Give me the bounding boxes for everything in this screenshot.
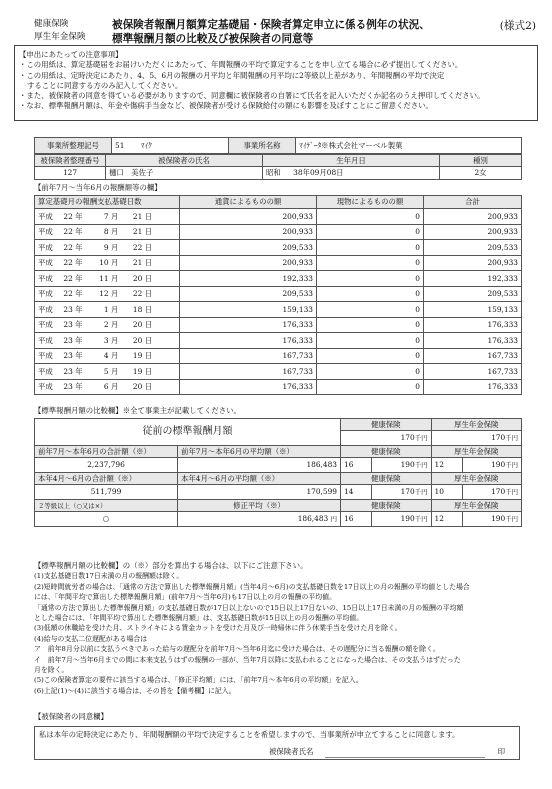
wage-total: 209,533 (424, 240, 522, 256)
wage-kind: 0 (317, 333, 424, 349)
col-cash-header: 通貨によるものの額 (180, 196, 317, 209)
wage-year: 22 (63, 227, 73, 237)
year-suffix: 年 (75, 211, 83, 221)
prev-pension (431, 431, 522, 446)
annual-pension-grade: 12 (431, 458, 462, 473)
day-suffix: 日 (144, 289, 153, 299)
document-title (112, 18, 430, 46)
quarter-avg: 170,599 (178, 485, 341, 500)
wage-month: 8 (103, 227, 109, 237)
wage-kind: 0 (317, 302, 424, 318)
rule-line: ア 前年8月分以前に支払うべきであった給与の遅配分を前年7月～当年6月迄に受けた場合は、その遅配分に当る報酬の額を除く。 (34, 645, 440, 654)
standard-heading: 【標準報酬月額の比較欄】※全て事業主が記載してください。 (34, 406, 241, 415)
title-line-2: 標準報酬月額の比較及び被保険者の同意等 (112, 33, 314, 45)
year-suffix: 年 (75, 242, 83, 252)
wage-month-cell (35, 240, 180, 256)
notes-line: することに同意する方のみ記入してください。 (27, 80, 183, 90)
notes-line: ・また、被保険者の同意を得ている必要がありますので、同意欄に被保険者の自署にて氏名を記入いただくか記名のうえ押印してください。 (19, 91, 485, 100)
rule-line: イ 前年7月～当年6月までの間に本来支払うはずの報酬の一部が、当年7月以降に支払われることになった場合は、その支払うはずだった (34, 655, 461, 664)
year-suffix: 年 (75, 351, 83, 361)
wages-table (34, 195, 522, 395)
wage-month-cell (35, 255, 180, 271)
quarter-health-amt: 170 (400, 487, 415, 497)
dob-label: 生年月日 (263, 155, 440, 167)
annual-sum: 2,237,796 (35, 458, 178, 473)
wage-kind: 0 (317, 271, 424, 287)
quarter-sum-label: 本年4月～6月の合計額（※） (35, 473, 178, 485)
wage-days: 20 (132, 382, 143, 392)
wage-total: 200,933 (424, 209, 522, 225)
wage-kind: 0 (317, 317, 424, 333)
day-suffix: 日 (144, 227, 153, 237)
wage-month-cell (35, 364, 180, 380)
rule-line: (6)上記(1)～(4)に該当する場合は、その旨を【備考欄】に記入。 (34, 686, 236, 695)
wage-total: 200,933 (424, 255, 522, 271)
wage-days: 19 (132, 351, 143, 361)
signature-line[interactable] (325, 757, 485, 758)
wage-year: 23 (63, 320, 73, 330)
fixed-pension-cell (462, 512, 522, 527)
wage-row (35, 379, 522, 395)
insurance-type-labels (34, 18, 86, 44)
prev-health-amt: 170 (400, 433, 415, 443)
quarter-pension-grade: 10 (431, 485, 462, 500)
dob-cell (263, 167, 440, 180)
month-suffix: 月 (110, 320, 119, 330)
wage-kind: 0 (317, 240, 424, 256)
unit-label: 千円 (505, 461, 518, 470)
month-suffix: 月 (110, 351, 119, 361)
fixed-pension-amt: 190 (491, 514, 506, 524)
wage-month: 5 (103, 366, 109, 376)
unit-label: 千円 (505, 515, 518, 524)
wage-row (35, 209, 522, 225)
unit-label: 千円 (414, 515, 428, 524)
sign-label: 被保険者氏名 (269, 747, 314, 756)
health-header: 健康保険 (341, 446, 432, 458)
wage-cash: 200,933 (180, 209, 317, 225)
wage-month-cell (35, 302, 180, 318)
notes-line: ・なお、標準報酬月額は、年金や傷病手当金など、被保険者が受ける保険給付の額にも影響を及ぼすことにご留意ください。 (19, 101, 433, 111)
wage-month: 3 (103, 335, 109, 345)
prev-pension-amt: 170 (491, 433, 506, 443)
notes-box (14, 45, 538, 121)
fixed-avg: 186,483 (297, 514, 329, 524)
wage-row (35, 333, 522, 349)
wage-month: 2 (103, 320, 109, 330)
health-header: 健康保険 (341, 500, 432, 512)
wage-era: 平成 (38, 335, 53, 345)
wage-era: 平成 (38, 351, 53, 361)
day-suffix: 日 (144, 366, 153, 376)
wage-total: 176,333 (424, 379, 522, 395)
col-kind-header: 現物によるものの額 (317, 196, 424, 209)
wage-row (35, 317, 522, 333)
rule-line: 月を除く。 (34, 666, 69, 675)
year-suffix: 年 (75, 227, 83, 237)
wage-era: 平成 (38, 273, 53, 283)
wage-total: 209,533 (424, 286, 522, 302)
wage-year: 23 (63, 366, 73, 376)
wage-total: 176,333 (424, 333, 522, 349)
month-suffix: 月 (110, 366, 119, 376)
wage-month: 1 (103, 304, 109, 314)
wage-days: 21 (132, 258, 143, 268)
yen-label: 円 (330, 515, 337, 524)
pension-header: 厚生年金保険 (431, 419, 522, 431)
annual-health-grade: 16 (341, 458, 372, 473)
wage-cash: 167,733 (180, 364, 317, 380)
wage-year: 22 (63, 258, 73, 268)
wage-era: 平成 (38, 227, 53, 237)
wage-month-cell (35, 286, 180, 302)
wage-total: 176,333 (424, 317, 522, 333)
wage-year: 22 (63, 211, 73, 221)
pension-header: 厚生年金保険 (431, 500, 522, 512)
wage-year: 22 (63, 242, 73, 252)
wage-days: 21 (132, 227, 143, 237)
wage-row (35, 348, 522, 364)
month-suffix: 月 (110, 289, 119, 299)
day-suffix: 日 (144, 320, 153, 330)
quarter-avg-label: 本年4月～6月の平均額（※） (178, 473, 341, 485)
wage-month: 4 (103, 351, 109, 361)
wage-cash: 200,933 (180, 224, 317, 240)
wage-era: 平成 (38, 289, 53, 299)
insured-type: 2女 (440, 167, 522, 180)
day-suffix: 日 (144, 242, 153, 252)
wage-month-cell (35, 224, 180, 240)
wage-days: 22 (132, 289, 143, 299)
wage-era: 平成 (38, 242, 53, 252)
wage-month-cell (35, 379, 180, 395)
wage-cash: 200,933 (180, 255, 317, 271)
unit-label: 千円 (414, 488, 428, 497)
wage-year: 23 (63, 351, 73, 361)
wage-kind: 0 (317, 379, 424, 395)
rule-line: (5)この保険者算定の要件に該当する場合は、「修正平均額」には、「前年7月～本年6月の平均額」を記入。 (34, 676, 363, 685)
wage-year: 23 (63, 304, 73, 314)
rule-line: (4)給与の支払二位遅配がある場合は (34, 634, 148, 643)
quarter-health-cell (372, 485, 432, 500)
wage-kind: 0 (317, 224, 424, 240)
fixed-health-grade: 16 (341, 512, 372, 527)
year-suffix: 年 (75, 258, 83, 268)
pension-insurance-label: 厚生年金保険 (34, 32, 86, 42)
wage-cash: 209,533 (180, 240, 317, 256)
wage-month-cell (35, 333, 180, 349)
wage-cash: 159,133 (180, 302, 317, 318)
rule-line: とした場合には、「年間平均で算出した標準報酬月額」は、支払基礎日数が15日以上の月の報酬の平均値。 (34, 614, 364, 623)
wage-total: 167,733 (424, 348, 522, 364)
wage-month: 7 (103, 211, 109, 221)
wage-cash: 192,333 (180, 271, 317, 287)
grade-diff-label: ２等級以上（○又は×） (35, 500, 178, 512)
health-header: 健康保険 (341, 473, 432, 485)
rule-line: (1)支払基礎日数17日未満の月の報酬額は除く。 (34, 572, 184, 581)
wage-days: 21 (132, 211, 143, 221)
insured-name-label: 被保険者の氏名 (106, 155, 263, 167)
wage-month: 12 (99, 289, 109, 299)
employer-code: 51 (115, 140, 125, 150)
wage-total: 159,133 (424, 302, 522, 318)
month-suffix: 月 (110, 211, 119, 221)
col-total-header: 合計 (424, 196, 522, 209)
wage-kind: 0 (317, 348, 424, 364)
wage-kind: 0 (317, 286, 424, 302)
wage-month: 6 (103, 382, 109, 392)
year-suffix: 年 (75, 382, 83, 392)
insured-no-label: 被保険者整理番号 (35, 155, 106, 167)
quarter-health-grade: 14 (341, 485, 372, 500)
unit-label: 千円 (414, 461, 428, 470)
grade-diff-mark: ○ (35, 512, 178, 527)
wage-cash: 176,333 (180, 379, 317, 395)
month-suffix: 月 (110, 242, 119, 252)
employer-name: ﾏｲﾃﾞｰﾀ※株式会社マーベル製菓 (296, 138, 522, 154)
rule-line: には、「年間平均で算出した標準報酬月額」(前年7月～当年6月)も17日以上の月の報酬の平均値。 (34, 593, 336, 602)
wage-row (35, 271, 522, 287)
wage-month-cell (35, 209, 180, 225)
wage-days: 19 (132, 366, 143, 376)
wage-month: 10 (99, 258, 109, 268)
day-suffix: 日 (144, 351, 153, 361)
consent-text: 私は本年の定時決定にあたり、年間報酬額の平均で決定することを希望しますので、当事業所が申立てすることに同意します。 (39, 730, 460, 739)
form-number: (様式2) (499, 20, 536, 32)
rules-heading: 【標準報酬月額の比較欄】の（※）部分を算出する場合は、以下にご注意下さい。 (34, 561, 308, 570)
wage-days: 20 (132, 335, 143, 345)
wage-total: 200,933 (424, 224, 522, 240)
employer-code-label: 事業所整理記号 (35, 138, 112, 154)
wage-row (35, 286, 522, 302)
wage-row (35, 302, 522, 318)
wage-era: 平成 (38, 304, 53, 314)
annual-health-amt: 190 (400, 460, 415, 470)
day-suffix: 日 (144, 382, 153, 392)
annual-health-cell (372, 458, 432, 473)
wages-heading: 【前年7月～当年6月の報酬額等の欄】 (34, 183, 162, 192)
notes-line: ・この用紙は、定時決定にあたり、4、5、6月の報酬の月平均と年間報酬の月平均に2等級以上差があり、年間報酬の平均で決定 (19, 70, 445, 80)
wage-month: 11 (99, 273, 109, 283)
wage-era: 平成 (38, 211, 53, 221)
wage-month: 9 (103, 242, 109, 252)
health-insurance-label: 健康保険 (34, 19, 69, 29)
wage-month-cell (35, 271, 180, 287)
rule-line: 「通常の方法で算出した標準報酬月額」の支払基礎日数が17日以上ないので15日以上17日ないの、15日以上17日未満の月の報酬の平均額 (34, 603, 464, 612)
insured-table (34, 154, 522, 180)
prev-standard-label: 従前の標準報酬月額 (35, 419, 341, 446)
quarter-pension-cell (462, 485, 522, 500)
wage-month-cell (35, 317, 180, 333)
fixed-health-cell (372, 512, 432, 527)
health-header: 健康保険 (341, 419, 432, 431)
month-suffix: 月 (110, 227, 119, 237)
annual-pension-cell (462, 458, 522, 473)
insured-name: 樋口 美佐子 (106, 167, 263, 180)
wage-days: 20 (132, 320, 143, 330)
year-suffix: 年 (75, 335, 83, 345)
rule-line: (2)短時間就労者の場合は、「通常の方法で算出した標準報酬月額」(当年4月～6月)の支払基礎日数を17日以上の月の報酬の平均値とした場合 (34, 582, 470, 591)
unit-label: 千円 (414, 434, 428, 443)
wage-month-cell (35, 348, 180, 364)
rules-section (34, 561, 534, 696)
year-suffix: 年 (75, 273, 83, 283)
fixed-pension-grade: 12 (431, 512, 462, 527)
wage-days: 22 (132, 242, 143, 252)
wage-kind: 0 (317, 209, 424, 225)
consent-heading: 【被保険者の同意欄】 (34, 712, 108, 721)
pension-header: 厚生年金保険 (431, 446, 522, 458)
quarter-pension-amt: 170 (491, 487, 506, 497)
dob: 38年09月08日 (293, 168, 344, 178)
day-suffix: 日 (144, 273, 153, 283)
wage-era: 平成 (38, 366, 53, 376)
year-suffix: 年 (75, 304, 83, 314)
month-suffix: 月 (110, 304, 119, 314)
insured-no: 127 (35, 167, 106, 180)
wage-cash: 209,533 (180, 286, 317, 302)
day-suffix: 日 (144, 211, 153, 221)
wage-year: 22 (63, 273, 73, 283)
month-suffix: 月 (110, 258, 119, 268)
annual-avg-label: 前年7月～本年6月の平均額（※） (178, 446, 341, 458)
employer-table (34, 137, 522, 154)
month-suffix: 月 (110, 382, 119, 392)
wage-row (35, 224, 522, 240)
employer-name-label: 事業所名称 (229, 138, 296, 154)
day-suffix: 日 (144, 335, 153, 345)
wage-year: 23 (63, 335, 73, 345)
month-suffix: 月 (110, 273, 119, 283)
fixed-avg-label: 修正平均（※） (178, 500, 341, 512)
consent-box (34, 726, 520, 760)
wage-total: 167,733 (424, 364, 522, 380)
day-suffix: 日 (144, 258, 153, 268)
standard-table (34, 418, 522, 527)
wage-era: 平成 (38, 258, 53, 268)
wage-row (35, 364, 522, 380)
employer-code-cell (112, 138, 229, 154)
annual-sum-label: 前年7月～本年6月の合計額（※） (35, 446, 178, 458)
wage-total: 192,333 (424, 271, 522, 287)
wage-cash: 176,333 (180, 333, 317, 349)
rule-line: (3)低額の休職給を受けた月、ストライキによる賃金カットを受けた月及び一時帰休に伴う休業手当を受けた月を除く。 (34, 624, 402, 633)
annual-avg: 186,483 (178, 458, 341, 473)
title-line-1: 被保険者報酬月額算定基礎届・保険者算定申立に係る例年の状況、 (112, 19, 430, 31)
wage-kind: 0 (317, 364, 424, 380)
type-label: 種別 (440, 155, 522, 167)
col-month-header: 算定基礎月の報酬支払基礎日数 (35, 196, 180, 209)
day-suffix: 日 (144, 304, 153, 314)
unit-label: 千円 (505, 488, 518, 497)
wage-kind: 0 (317, 255, 424, 271)
month-suffix: 月 (110, 335, 119, 345)
notes-line: ・この用紙は、算定基礎届をお届けいただくにあたって、年間報酬の平均で算定することを申し立てる場合に必ず提出してください。 (19, 60, 463, 70)
wage-cash: 167,733 (180, 348, 317, 364)
annual-pension-amt: 190 (491, 460, 506, 470)
wage-days: 18 (132, 304, 143, 314)
year-suffix: 年 (75, 320, 83, 330)
seal-mark: 印 (497, 747, 505, 756)
pension-header: 厚生年金保険 (431, 473, 522, 485)
wage-row (35, 255, 522, 271)
wage-row (35, 240, 522, 256)
year-suffix: 年 (75, 289, 83, 299)
fixed-health-amt: 190 (400, 514, 415, 524)
wage-days: 20 (132, 273, 143, 283)
quarter-sum: 511,799 (35, 485, 178, 500)
dob-era: 昭和 (266, 168, 281, 178)
wage-era: 平成 (38, 320, 53, 330)
wage-cash: 176,333 (180, 317, 317, 333)
fixed-avg-cell (178, 512, 341, 527)
wage-year: 23 (63, 382, 73, 392)
wage-year: 22 (63, 289, 73, 299)
prev-health (341, 431, 432, 446)
wage-era: 平成 (38, 382, 53, 392)
employer-code-kana: ﾏｲｸ (140, 140, 152, 150)
unit-label: 千円 (505, 434, 518, 443)
notes-heading: 【申出にあたっての注意事項】 (19, 50, 123, 59)
year-suffix: 年 (75, 366, 83, 376)
